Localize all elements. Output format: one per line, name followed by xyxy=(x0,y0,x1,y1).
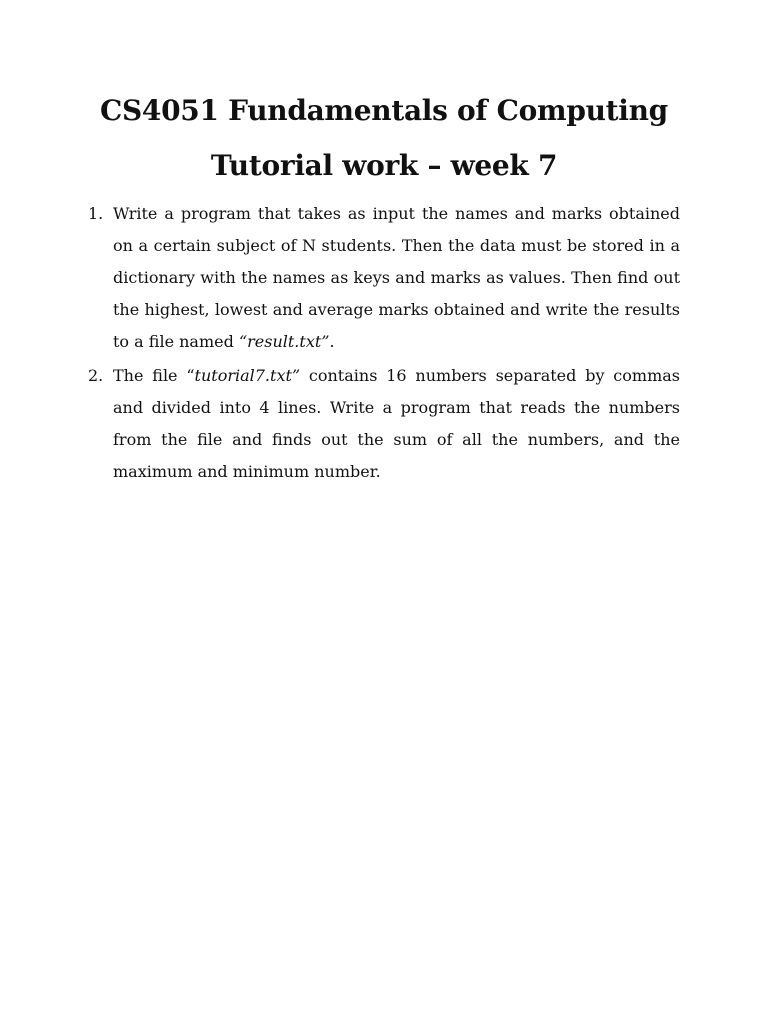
question-number: 2. xyxy=(88,366,104,385)
document-title: CS4051 Fundamentals of Computing xyxy=(100,94,668,127)
question-item xyxy=(88,360,680,488)
filename-text: “result.txt” xyxy=(238,332,330,351)
document-subtitle: Tutorial work – week 7 xyxy=(210,149,558,182)
question-text-part: Write a program that takes as input the names and marks obtained on a certain subject of N students. Then the data must be stored in a dictionary with the names as keys and marks as values. Then find out the highest, lowest and average marks obtained and write the results to a file named xyxy=(113,204,680,351)
question-text-part: The file “ xyxy=(113,366,195,385)
question-item xyxy=(88,198,680,358)
question-text xyxy=(113,360,680,488)
question-number: 1. xyxy=(88,204,104,223)
question-text-part: . xyxy=(329,332,335,351)
question-list xyxy=(88,198,680,490)
question-text xyxy=(113,198,680,358)
question-text-part: contains 16 numbers separated by commas and divided into 4 lines. Write a program that reads the numbers from the file and finds out the sum of all the numbers, and the maximum and minimum number. xyxy=(113,366,680,481)
filename-text: tutorial7.txt” xyxy=(194,366,301,385)
